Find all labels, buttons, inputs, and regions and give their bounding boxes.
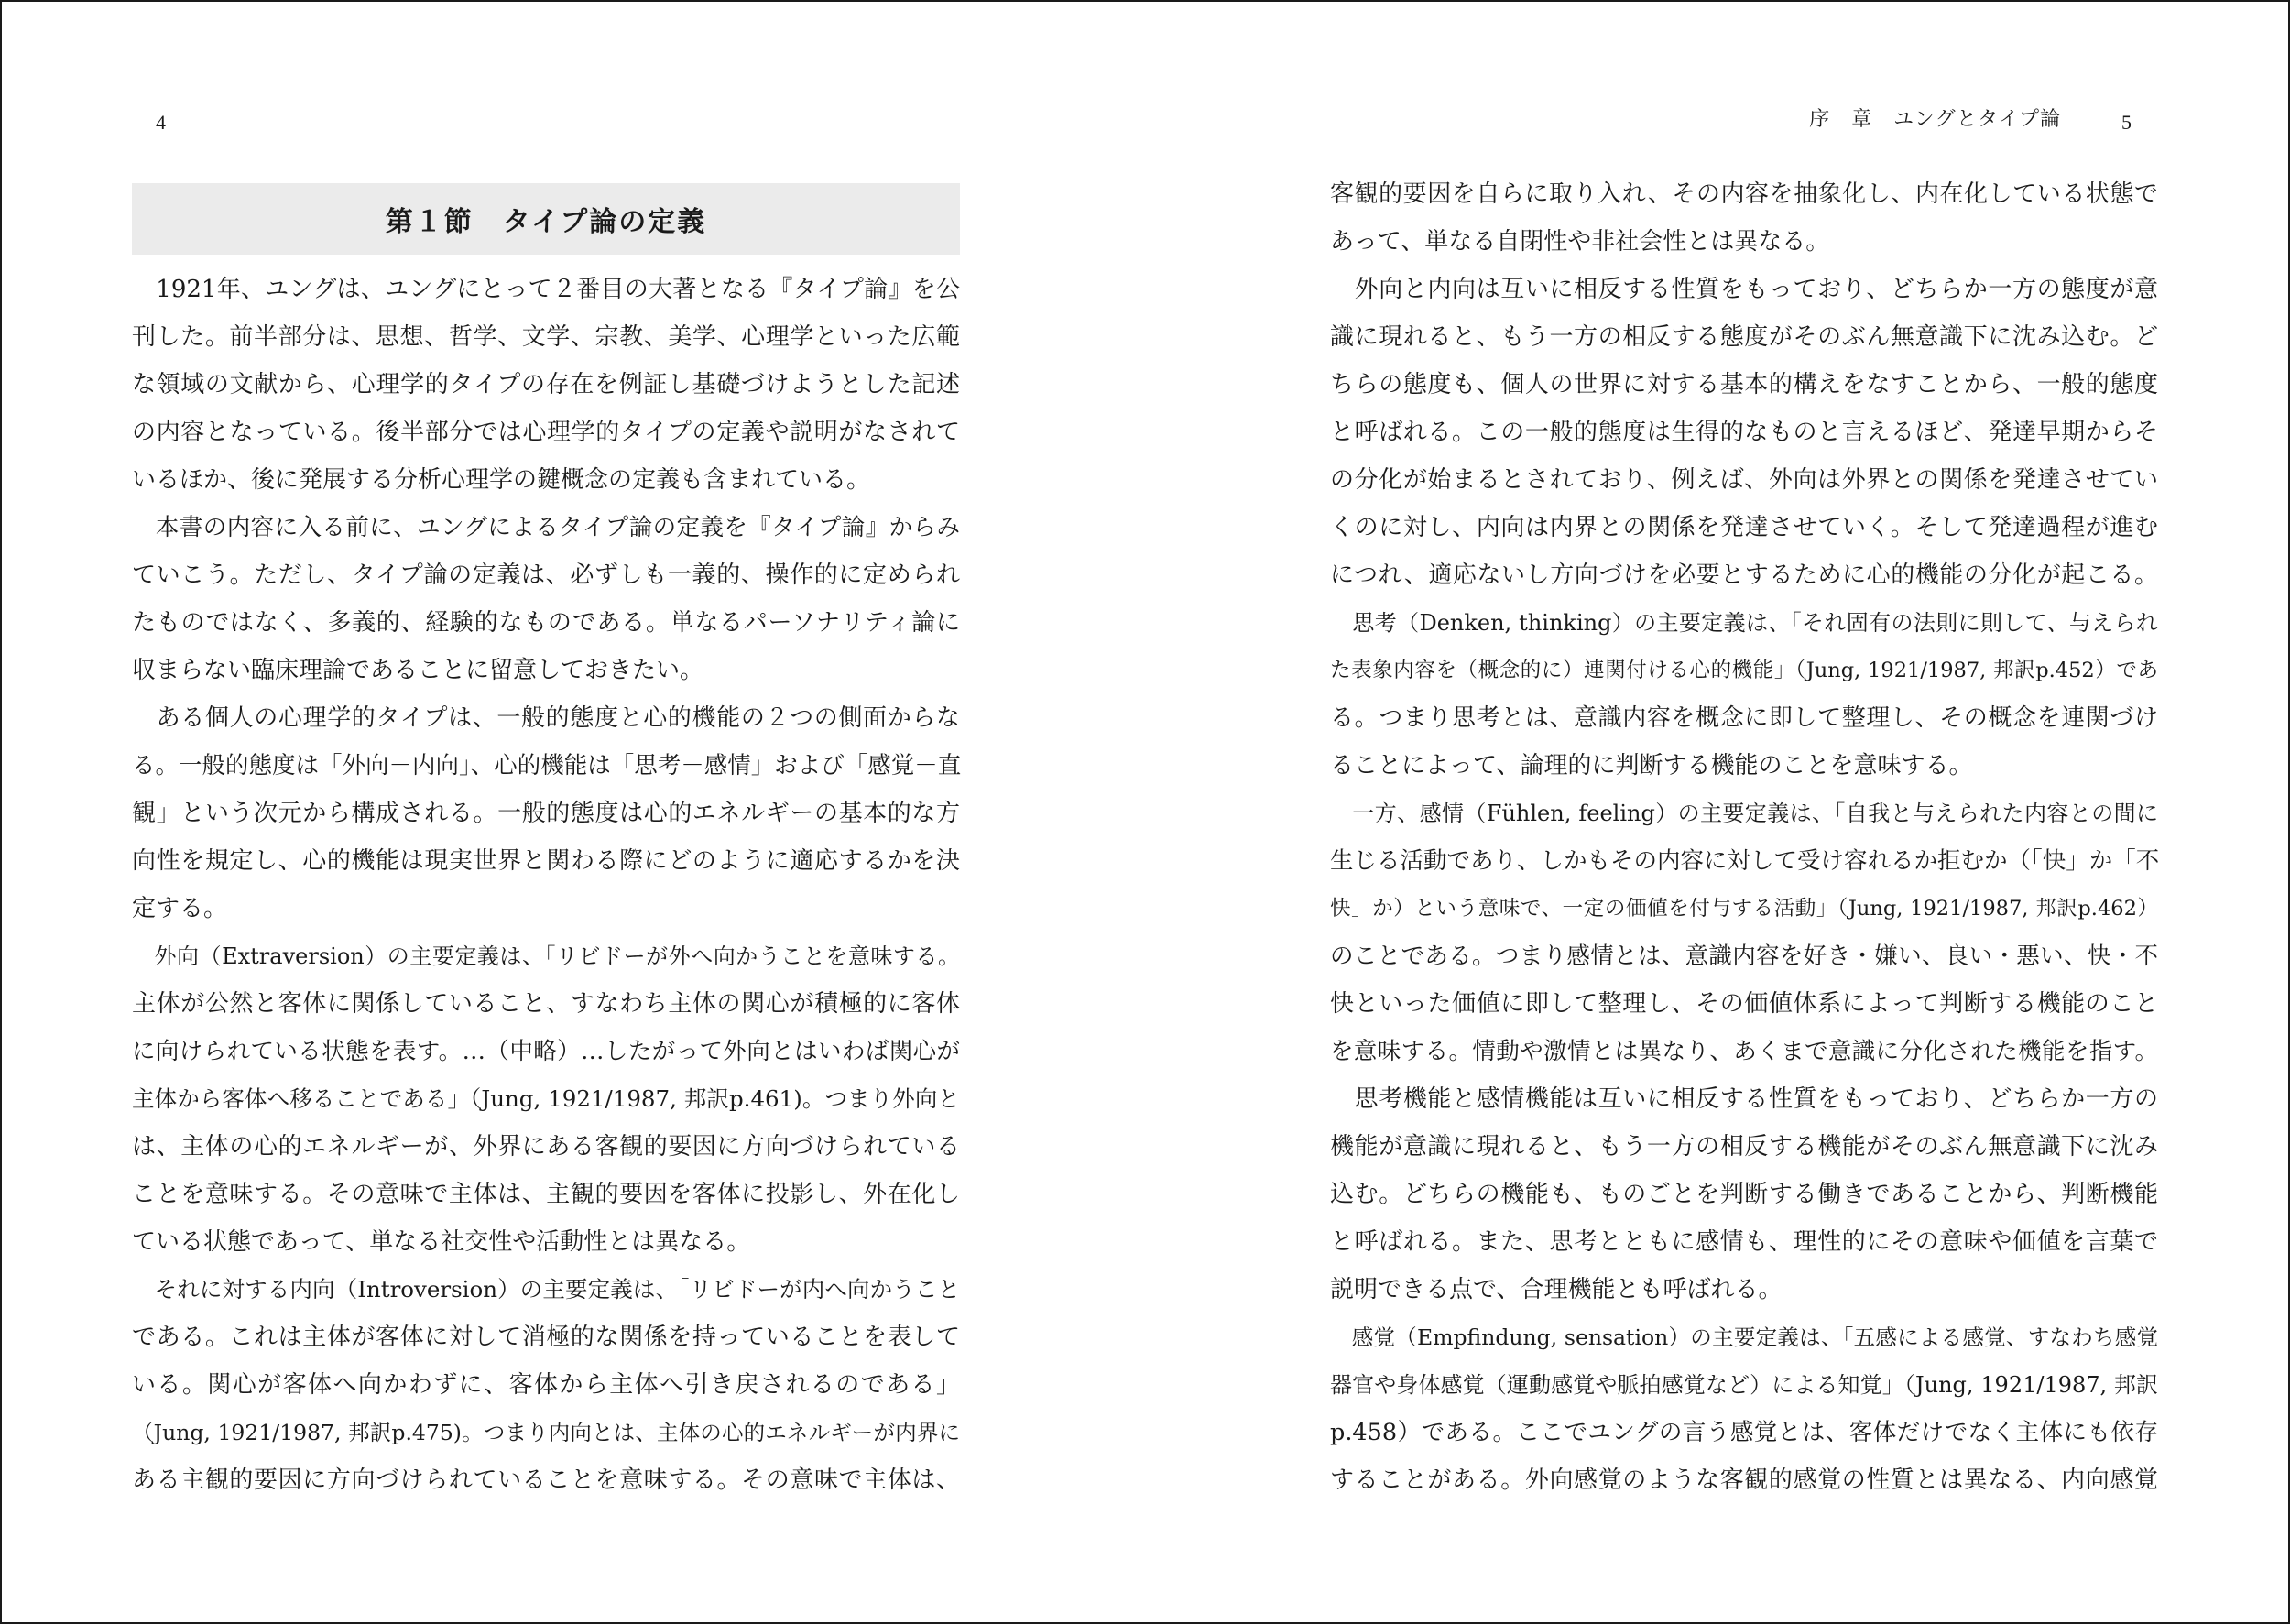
section-title: 第１節 タイプ論の定義 [385,206,707,238]
text-line: 快といった価値に即して整理し、その価値体系によって判断する機能のこと [1330,990,2158,1018]
text-line: ある主観的要因に方向づけられていることを意味する。その意味で主体は、 [132,1466,960,1494]
text-line: 刊した。前半部分は、思想、哲学、文学、宗教、美学、心理学といった広範 [132,323,960,351]
running-head: 序 章 ユングとタイプ論 [1809,108,2061,131]
text-line: と呼ばれる。この一般的態度は生得的なものと言えるほど、発達早期からそ [1330,419,2158,446]
text-line: ちらの態度も、個人の世界に対する基本的構えをなすことから、一般的態度 [1330,371,2158,398]
text-line: 本書の内容に入る前に、ユングによるタイプ論の定義を『タイプ論』からみ [132,514,960,541]
text-line: 感覚（Empfindung, sensation）の主要定義は、「五感による感覚、すなわち感覚 [1330,1324,2158,1350]
text-line: 説明できる点で、合理機能とも呼ばれる。 [1330,1276,1783,1303]
text-line: することがある。外向感覚のような客観的感覚の性質とは異なる、内向感覚 [1330,1466,2158,1494]
text-line: の分化が始まるとされており、例えば、外向は外界との関係を発達させてい [1330,466,2158,494]
left-page-body [132,266,960,1504]
text-line: る。つまり思考とは、意識内容を概念に即して整理し、その概念を連関づけ [1330,704,2158,732]
text-line: 向性を規定し、心的機能は現実世界と関わる際にどのように適応するかを決 [132,847,960,875]
text-line: ている状態であって、単なる社交性や活動性とは異なる。 [132,1228,751,1256]
text-line: のことである。つまり感情とは、意識内容を好き・嫌い、良い・悪い、快・不 [1330,943,2158,970]
text-line: 機能が意識に現れると、もう一方の相反する機能がそのぶん無意識下に沈み [1330,1133,2158,1161]
right-page-number: 5 [2121,111,2132,134]
right-page-body [1330,170,2158,1504]
text-line: p.458）である。ここでユングの言う感覚とは、客体だけでなく主体にも依存 [1330,1419,2158,1446]
text-line: 一方、感情（Fühlen, feeling）の主要定義は、「自我と与えられた内容との間に [1330,801,2158,826]
text-line: ある個人の心理学的タイプは、一般的態度と心的機能の２つの側面からな [132,704,960,732]
text-line: である。これは主体が客体に対して消極的な関係を持っていることを表して [132,1324,960,1351]
text-line: 1921年、ユングは、ユングにとって２番目の大著となる『タイプ論』を公 [132,276,960,303]
text-line: 主体から客体へ移ることである」（Jung, 1921/1987, 邦訳p.461)。つまり外向と [132,1085,960,1112]
text-line: それに対する内向（Introversion）の主要定義は、「リビドーが内へ向かうこと [132,1276,960,1302]
text-line: ることによって、論理的に判断する機能のことを意味する。 [1330,752,1973,779]
text-line: につれ、適応ないし方向づけを必要とするために心的機能の分化が起こる。 [1330,561,2158,589]
text-line: 快」か）という意味で、一定の価値を付与する活動」（Jung, 1921/1987, 邦訳p.462） [1330,897,2158,921]
text-line: たものではなく、多義的、経験的なものである。単なるパーソナリティ論に [132,609,960,637]
text-line: 客観的要因を自らに取り入れ、その内容を抽象化し、内在化している状態で [1330,180,2158,208]
text-line: 定する。 [132,895,228,922]
text-line: くのに対し、内向は内界との関係を発達させていく。そして発達過程が進む [1330,514,2158,541]
text-line: 識に現れると、もう一方の相反する態度がそのぶん無意識下に沈み込む。ど [1330,323,2158,351]
text-line: を意味する。情動や激情とは異なり、あくまで意識に分化された機能を指す。 [1330,1038,2158,1065]
text-line: 込む。どちらの機能も、ものごとを判断する働きであることから、判断機能 [1330,1181,2158,1208]
text-line: あって、単なる自閉性や非社会性とは異なる。 [1330,228,1830,256]
text-line: いる。関心が客体へ向かわずに、客体から主体へ引き戻されるのである」 [132,1371,960,1399]
text-line: 生じる活動であり、しかもその内容に対して受け容れるか拒むか（「快」か「不 [1330,847,2160,875]
text-line: ていこう。ただし、タイプ論の定義は、必ずしも一義的、操作的に定められ [132,561,960,589]
text-line: 観」という次元から構成される。一般的態度は心的エネルギーの基本的な方 [132,800,960,827]
text-line: る。一般的態度は「外向－内向」、心的機能は「思考－感情」および「感覚－直 [132,752,962,779]
text-line: 外向と内向は互いに相反する性質をもっており、どちらか一方の態度が意 [1330,276,2158,303]
text-line: 思考（Denken, thinking）の主要定義は、「それ固有の法則に則して、与えられ [1330,610,2158,636]
text-line: た表象内容を（概念的に）連関付ける心的機能」（Jung, 1921/1987, 邦訳p.452）であ [1330,659,2158,682]
text-line: ことを意味する。その意味で主体は、主観的要因を客体に投影し、外在化し [132,1181,960,1208]
text-line: に向けられている状態を表す。…（中略）…したがって外向とはいわば関心が [132,1038,960,1065]
section-heading-box [132,183,960,255]
text-line: 器官や身体感覚（運動感覚や脈拍感覚など）による知覚」（Jung, 1921/1987, 邦訳 [1330,1372,2158,1398]
text-line: 外向（Extraversion）の主要定義は、「リビドーが外へ向かうことを意味する。 [132,943,960,969]
text-line: な領域の文献から、心理学的タイプの存在を例証し基礎づけようとした記述 [132,371,960,398]
text-line: （Jung, 1921/1987, 邦訳p.475)。つまり内向とは、主体の心的エネルギーが内界に [132,1420,960,1445]
text-line: 思考機能と感情機能は互いに相反する性質をもっており、どちらか一方の [1330,1085,2158,1113]
text-line: いるほか、後に発展する分析心理学の鍵概念の定義も含まれている。 [132,466,871,494]
text-line: の内容となっている。後半部分では心理学的タイプの定義や説明がなされて [132,419,960,446]
text-line: と呼ばれる。また、思考とともに感情も、理性的にその意味や価値を言葉で [1330,1228,2158,1256]
text-line: は、主体の心的エネルギーが、外界にある客観的要因に方向づけられている [132,1133,960,1161]
text-line: 収まらない臨床理論であることに留意しておきたい。 [132,657,704,684]
left-page-number: 4 [156,111,166,134]
text-line: 主体が公然と客体に関係していること、すなわち主体の関心が積極的に客体 [132,990,960,1018]
